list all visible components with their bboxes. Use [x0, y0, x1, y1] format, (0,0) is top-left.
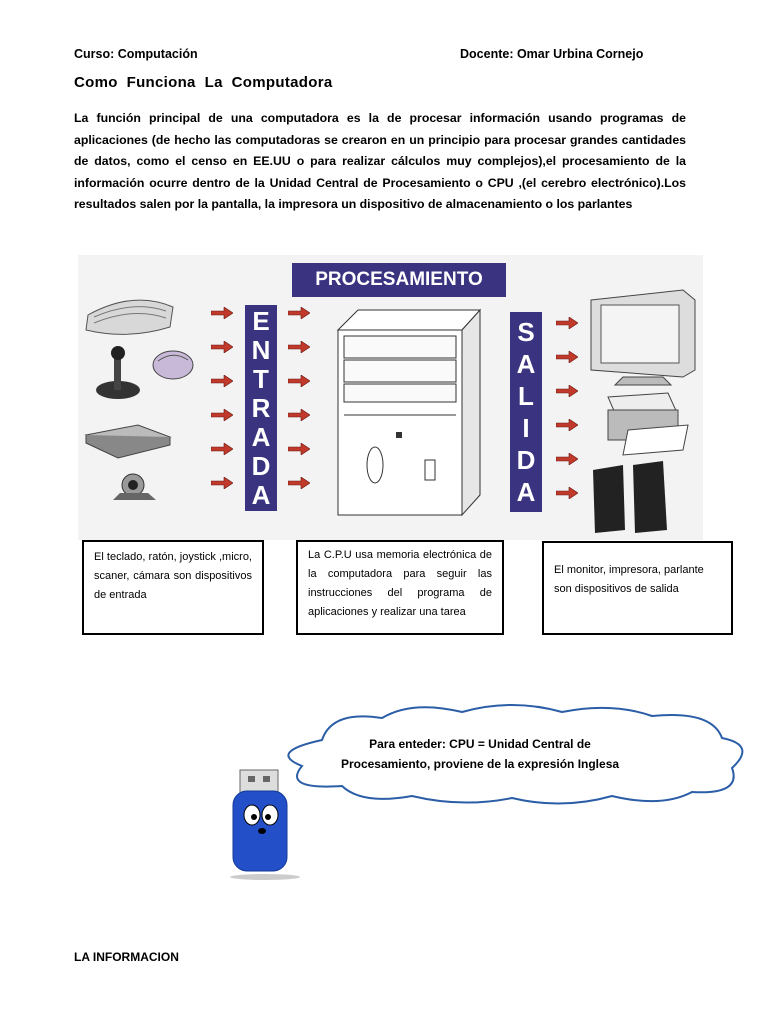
computer-diagram	[78, 255, 703, 540]
input-banner	[245, 305, 277, 511]
arrow-icon	[288, 375, 310, 387]
printer-icon	[608, 393, 688, 455]
cpu-description-box: La C.P.U usa memoria electrónica de la computadora para seguir las instrucciones del programa de aplicaciones y realizar una tarea	[296, 540, 504, 635]
output-description-box: El monitor, impresora, parlante son dispositivos de salida	[542, 541, 733, 635]
scanner-icon	[86, 425, 170, 458]
monitor-icon	[591, 290, 695, 385]
output-banner	[510, 312, 542, 512]
section-heading: LA INFORMACION	[74, 950, 179, 964]
output-letter: L	[518, 381, 534, 411]
input-letter: R	[251, 393, 271, 423]
arrow-icon	[288, 341, 310, 353]
arrow-icon	[211, 409, 233, 421]
arrow-icon	[211, 341, 233, 353]
arrow-icon	[211, 477, 233, 489]
input-letter: T	[253, 364, 269, 394]
input-letter: A	[251, 422, 271, 452]
arrow-icon	[211, 375, 233, 387]
arrow-icon	[211, 307, 233, 319]
output-letter: I	[522, 413, 530, 443]
arrow-icon	[211, 443, 233, 455]
arrow-icon	[556, 487, 578, 499]
usb-mascot-icon	[220, 765, 310, 880]
page-title: Como Funciona La Computadora	[74, 74, 333, 91]
input-devices	[78, 285, 203, 525]
output-letter: S	[517, 317, 535, 347]
speakers-icon	[593, 461, 667, 533]
cloud-text: Para enteder: CPU = Unidad Central de Procesamiento, proviene de la expresión Inglesa	[340, 737, 620, 771]
input-letter: E	[252, 306, 270, 336]
output-letter: A	[516, 349, 536, 379]
arrow-icon	[288, 307, 310, 319]
processing-banner	[292, 263, 506, 297]
output-letter: A	[516, 477, 536, 507]
course-label: Curso: Computación	[74, 47, 198, 61]
arrow-icon	[556, 351, 578, 363]
arrow-icon	[556, 317, 578, 329]
input-letter: A	[251, 480, 271, 510]
mouse-icon	[153, 351, 193, 379]
arrow-icon	[288, 409, 310, 421]
output-letter: D	[516, 445, 536, 475]
arrow-icon	[288, 477, 310, 489]
webcam-icon	[113, 474, 156, 500]
input-letter: D	[251, 451, 271, 481]
intro-paragraph: La función principal de una computadora es la de procesar información usando programas de aplicaciones (de hecho las computadoras se crearon en un principio para procesar grandes cantidades de datos, como el censo en EE.UU o para realizar cálculos muy complejos),el procesamiento de la información ocurre dentro de la Unidad Central de Procesamiento o CPU ,(el cerebro electrónico).Los resultados salen por la pantalla, la impresora un dispositivo de almacenamiento o los parlantes	[74, 111, 686, 211]
arrow-icon	[556, 419, 578, 431]
joystick-icon	[96, 346, 140, 399]
output-devices	[583, 285, 698, 535]
teacher-label: Docente: Omar Urbina Cornejo	[460, 47, 644, 61]
arrow-icon	[556, 385, 578, 397]
processing-label: PROCESAMIENTO	[315, 269, 483, 290]
input-letter: N	[251, 335, 271, 365]
keyboard-icon	[86, 300, 173, 334]
input-description-box: El teclado, ratón, joystick ,micro, scaner, cámara son dispositivos de entrada	[82, 540, 264, 635]
arrow-icon	[288, 443, 310, 455]
arrow-icon	[556, 453, 578, 465]
cpu-tower-icon	[330, 300, 490, 520]
